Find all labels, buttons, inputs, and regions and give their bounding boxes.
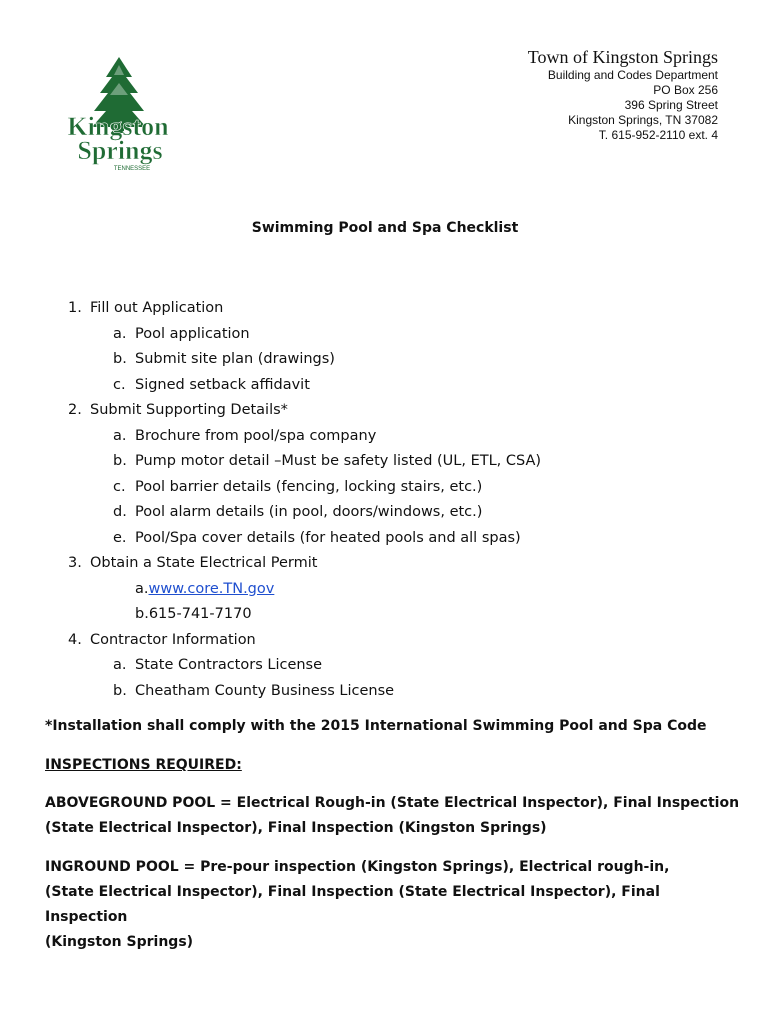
- item-text: Pool/Spa cover details (for heated pools and all spas): [135, 529, 521, 546]
- inground-line-1: INGROUND POOL = Pre-pour inspection (Kingston Springs), Electrical rough-in,: [45, 859, 670, 875]
- list-item: [68, 424, 748, 450]
- page-title: Swimming Pool and Spa Checklist: [251, 220, 519, 236]
- code-compliance-note: *Installation shall comply with the 2015 International Swimming Pool and Spa Code: [45, 718, 707, 734]
- step-number: 3.: [68, 555, 82, 571]
- item-text: Pool application: [135, 325, 250, 342]
- step-number: 4.: [68, 631, 82, 648]
- list-item: [68, 679, 748, 705]
- item-letter: c.: [113, 478, 126, 495]
- item-text: Pool alarm details (in pool, doors/windows, etc.): [135, 504, 483, 520]
- phone: T. 615-952-2110 ext. 4: [598, 128, 718, 142]
- list-item: [68, 653, 748, 679]
- item-text: State Contractors License: [135, 657, 323, 673]
- step-number: 2.: [68, 402, 82, 418]
- item-letter: d.: [113, 504, 127, 520]
- step-label: Obtain a State Electrical Permit: [90, 555, 318, 571]
- list-item: [68, 526, 748, 552]
- item-text: Signed setback affidavit: [135, 376, 310, 393]
- item-text: Pool barrier details (fencing, locking stairs, etc.): [135, 478, 483, 495]
- step-label: Submit Supporting Details*: [90, 402, 288, 418]
- step-number: 1.: [68, 300, 82, 316]
- logo-wordmark-bottom: Springs: [77, 136, 163, 165]
- letterhead: [528, 46, 718, 143]
- logo-wordmark-top: Kingston: [67, 112, 169, 141]
- item-letter: a.: [113, 427, 127, 444]
- inground-line-2: (State Electrical Inspector), Final Inspection (State Electrical Inspector), Final Inspection: [45, 884, 660, 925]
- step-label: Contractor Information: [90, 631, 256, 648]
- step-1: [68, 296, 748, 322]
- core-tn-link[interactable]: www.core.TN.gov: [148, 580, 275, 597]
- step-3: [68, 551, 748, 577]
- aboveground-pool-section: [45, 791, 745, 841]
- item-text: Submit site plan (drawings): [135, 351, 335, 367]
- logo-state: TENNESSEE: [113, 166, 151, 172]
- item-letter: c.: [113, 376, 126, 393]
- item-letter: a.: [135, 580, 149, 597]
- list-item: [68, 475, 748, 501]
- list-item: [68, 322, 748, 348]
- list-item: [68, 449, 748, 475]
- street-address: 396 Spring Street: [624, 98, 718, 112]
- po-box: PO Box 256: [653, 83, 718, 97]
- inground-line-3: (Kingston Springs): [45, 934, 194, 950]
- list-item: [68, 577, 748, 603]
- item-letter: b.: [113, 453, 127, 469]
- step-2: [68, 398, 748, 424]
- item-letter: b.: [135, 606, 149, 622]
- city-state-zip: Kingston Springs, TN 37082: [568, 113, 718, 127]
- item-letter: b.: [113, 682, 127, 699]
- list-item: [68, 347, 748, 373]
- item-letter: e.: [113, 529, 127, 546]
- department: Building and Codes Department: [547, 68, 718, 82]
- step-label: Fill out Application: [90, 300, 224, 316]
- item-letter: a.: [113, 325, 127, 342]
- list-item: [68, 373, 748, 399]
- list-item: [68, 602, 748, 628]
- item-letter: a.: [113, 657, 127, 673]
- item-letter: b.: [113, 351, 127, 367]
- list-item: [68, 500, 748, 526]
- checklist: [68, 296, 748, 704]
- org-name: Town of Kingston Springs: [527, 47, 718, 67]
- item-text: Brochure from pool/spa company: [135, 427, 377, 444]
- step-4: [68, 628, 748, 654]
- kingston-springs-logo: [64, 55, 172, 175]
- item-text: Cheatham County Business License: [135, 682, 395, 699]
- inground-pool-section: [45, 855, 745, 955]
- item-text: 615-741-7170: [148, 606, 252, 622]
- aboveground-line-2: (State Electrical Inspector), Final Inspection (Kingston Springs): [45, 820, 547, 836]
- item-text: Pump motor detail –Must be safety listed (UL, ETL, CSA): [135, 453, 542, 469]
- inspections-heading: INSPECTIONS REQUIRED:: [45, 757, 242, 773]
- aboveground-line-1: ABOVEGROUND POOL = Electrical Rough-in (State Electrical Inspector), Final Inspection: [45, 795, 740, 811]
